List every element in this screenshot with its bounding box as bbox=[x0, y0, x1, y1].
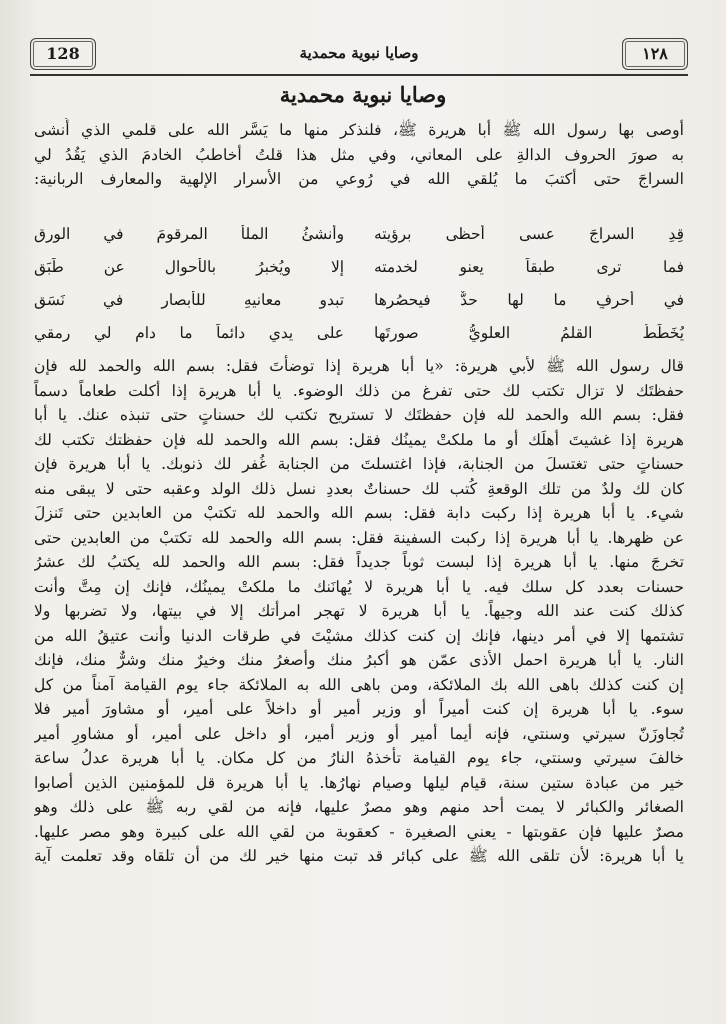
first-hemistich: في أحرفٍ ما لها حدٌّ فيحصُرها bbox=[374, 291, 684, 309]
page-number-latin: 128 bbox=[30, 38, 96, 70]
text-line: تشتمها إلا في أمر دينها، فإنك إن كنت كذلك مشيْتَ في طرقات الدنيا وأنت عتيقُ الله من bbox=[34, 626, 684, 645]
text-line: خالفَ سيرتي وسنتي، جاء يوم القيامة تأخذهُ النارُ من كل مكان. يا أبا هريرة عدلُ ساعة bbox=[34, 749, 684, 767]
text-line: شيء. يا أبا هريرة إذا ركبت دابة فقل: بسم الله والحمد لله تكتبْ من العابدين حتى تَنزلَ bbox=[34, 504, 684, 522]
text-line: الصغائر والكبائر لا يمت أحد منهم وهو مصرٌ عليها، فإنه من لقي ربه ﷺ على ذلك وهو bbox=[34, 798, 684, 816]
text-line: هريرة إذا غشيتَ أهلَك أو ما ملكتْ يمينُك فقل: بسم الله والحمد لله فإن حفظتك تكتب لك bbox=[34, 430, 684, 449]
text-line: السراجَ حتى أكتبَ ما يُلقي الله في رُوعي من الأسرار الإلهية والمعارف الربانية: bbox=[34, 170, 684, 188]
poem-verse bbox=[34, 287, 684, 320]
hadith-paragraph bbox=[34, 354, 684, 869]
text-line: حسناتٍ حتى تغتسلَ من الجنابة، فإذا اغتسلتَ من الجنابة غُفر لك ذنوبك. يا أبا هريرة فإن bbox=[34, 455, 684, 473]
text-line: أوصى بها رسول الله ﷺ أبا هريرة ﷺ، فلنذكر منها ما يَسَّر الله على قلمي الذي أُنشى bbox=[34, 121, 684, 139]
first-hemistich: فما ترى طبقاً يعنو لخدمته bbox=[374, 258, 684, 276]
poem-verse bbox=[34, 254, 684, 287]
page-header bbox=[30, 32, 688, 76]
poem bbox=[34, 221, 684, 353]
intro-paragraph bbox=[34, 118, 684, 192]
second-hemistich: على يدي دائماً ما دام لي رمقي bbox=[34, 324, 344, 342]
text-line: حفظتَك لا تزال تكتب لك حتى تفرغ من ذلك الوضوء. يا أبا هريرة إذا أكلت طعاماً دسماً bbox=[34, 381, 684, 400]
text-line: مصرٌ عليها فإن عقوبتها - يعني الصغيرة - كعقوبة من لقي الله على كبيرة وهو مصر عليها. bbox=[34, 822, 684, 841]
text-line: قال رسول الله ﷺ لأبي هريرة: «يا أبا هريرة إذا توضأتَ فقل: بسم الله والحمد لله فإن bbox=[34, 357, 684, 375]
poem-verse bbox=[34, 221, 684, 254]
second-hemistich: إلا ويُخبرُ بالأحوالِ عن طَبَقِ bbox=[34, 258, 344, 276]
text-line: كان لك ولدٌ من تلك الوقعةِ كُتب لك حسناتٌ بعددِ نسل ذلك الولد وعقبه حتى لا يبقى منه bbox=[34, 479, 684, 498]
text-line: به صورَ الحروف الدالةِ على المعاني، وفي مثل هذا قلتُ أخاطبُ الخادمَ الذي يَقُدُ لي bbox=[34, 145, 684, 164]
text-line: سوء. يا أبا هريرة إن كنت أميراً أو وزير أمير أو داخلاً على أمير، أو مشاورَ أمير فلا bbox=[34, 700, 684, 718]
poem-verse bbox=[34, 320, 684, 353]
running-title: وصايا نبوية محمدية bbox=[299, 44, 419, 62]
text-line: كذلك كنت عند الله وجيهاً. يا أبا هريرة لا تهجر امرأتك إلا في بيتها، ولا تضربها ولا bbox=[34, 602, 684, 620]
text-line: خير من عبادة ستين سنة، قيام ليلها وصيام نهارُها. يا أبا هريرة قل للمؤمنين الذين أصابوا bbox=[34, 773, 684, 792]
text-line: يا أبا هريرة: لأن تلقى الله ﷺ على كبائر قد تبت منها خير لك من أن تلقاه وقد تعلمت آية bbox=[34, 847, 684, 865]
text-line: النار. يا أبا هريرة احمل الأذى عمّن هو أكبرُ منك وأصغرُ منك وخيرٌ منك وشرٌّ منك، فإنك bbox=[34, 651, 684, 669]
text-line: تُجاوزَنّ سيرتي وسنتي، فإنه أيما أمير أو وزير أمير، أو داخل على أمير، أو مشاورِ أمير bbox=[34, 724, 684, 743]
text-line: فقل: بسم الله والحمد لله فإن حفظتَك لا تستريح تكتب لك حسناتٍ حتى تنبذه عنك. يا أبا bbox=[34, 406, 684, 424]
text-line: عن ظهرها. يا أبا هريرة إذا ركبت السفينة فقل: بسم الله والحمد لله تكتبْ من العابدين حتى bbox=[34, 528, 684, 547]
text-line: تخرجَ منها. يا أبا هريرة إذا لبست ثوباً جديداً فقل: بسم الله والحمد لله يكتبُ لك عشرُ bbox=[34, 553, 684, 571]
second-hemistich: تبدو معانيهِ للأبصارِ في نَسَقِ bbox=[34, 291, 344, 309]
first-hemistich: يُخَطِّطُ القلمُ العلويُّ صورتَها bbox=[374, 324, 684, 342]
page-number-arabic: ١٢٨ bbox=[622, 38, 688, 70]
text-line: إن كنت كذلك باهى الله بك الملائكة، ومن باهى الله به الملائكة جاء يوم القيامة آمناً من كل bbox=[34, 675, 684, 694]
text-line: حسنات بعدد كل سلك فيه. يا أبا هريرة لا يُهانَنك ما ملكتْ يمينُك، فإنك إن مِتَّ وأنت bbox=[34, 577, 684, 596]
second-hemistich: وأنشئُ الملأ المرقومَ في الورقِ bbox=[34, 225, 344, 243]
chapter-title: وصايا نبوية محمدية bbox=[279, 82, 447, 107]
first-hemistich: قِدِ السراجَ عسى أحظى برؤيته bbox=[374, 225, 684, 243]
